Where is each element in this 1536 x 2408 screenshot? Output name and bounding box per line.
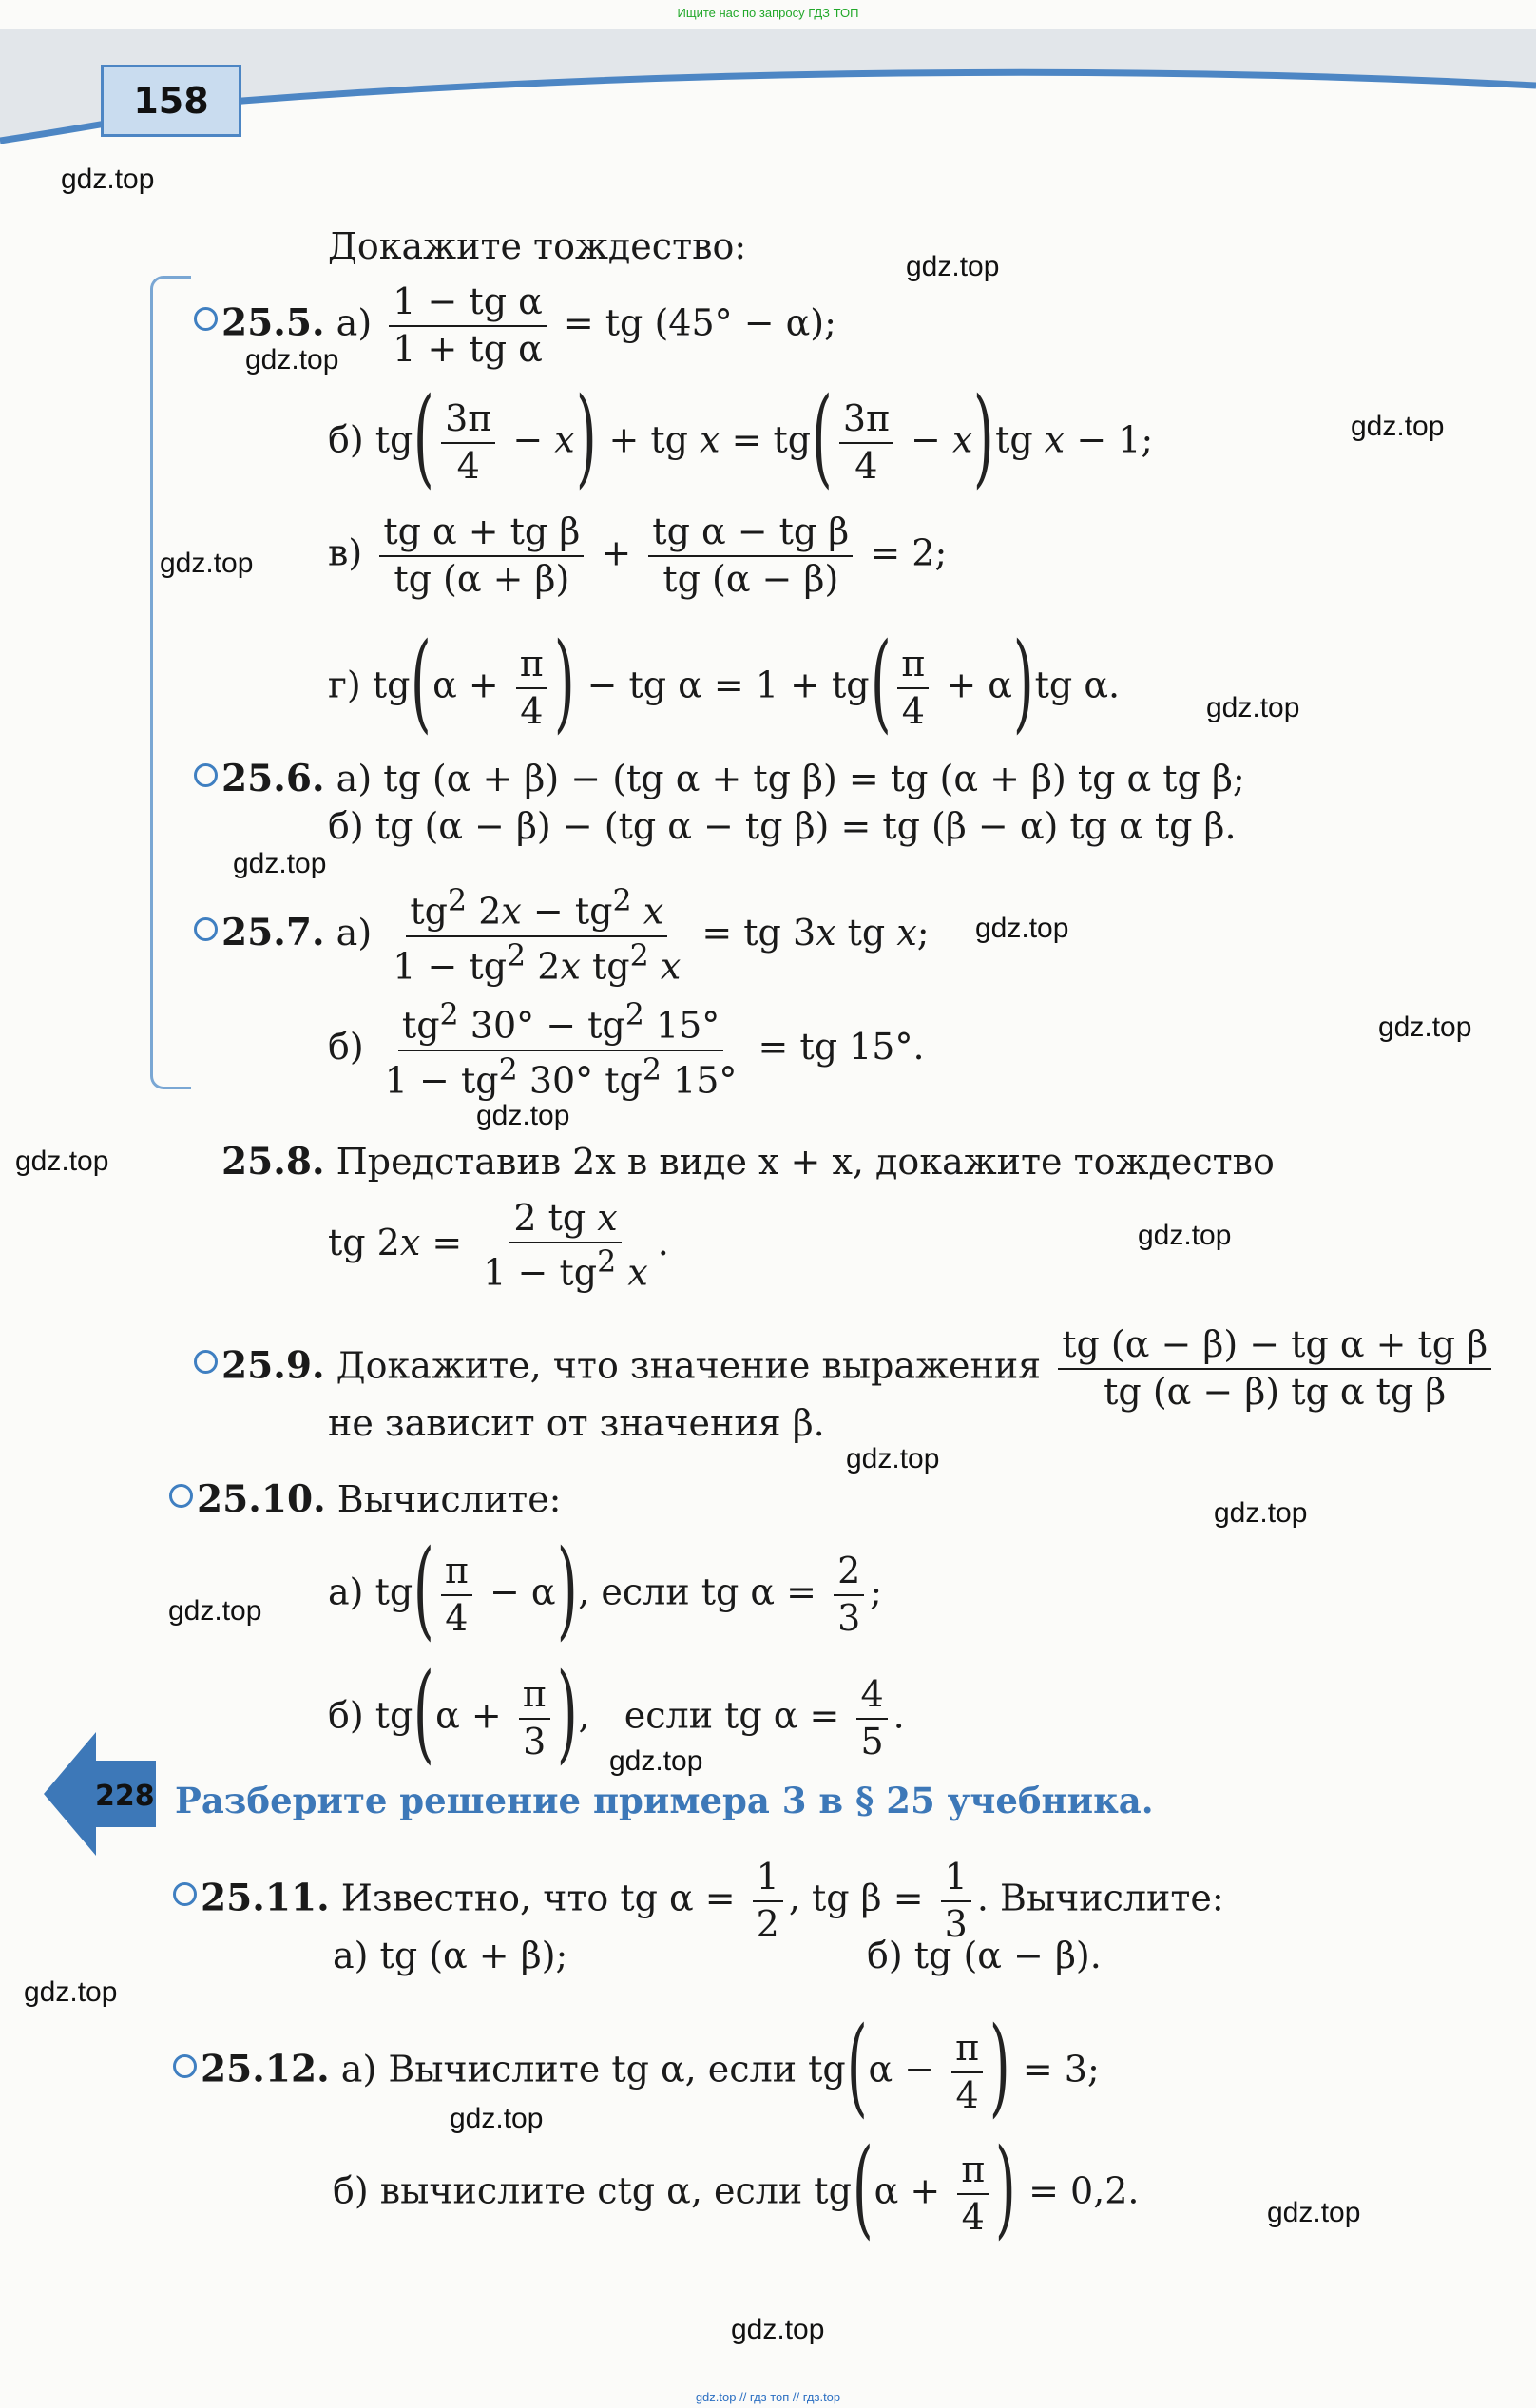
problem-25-11-a: а) tg (α + β); [333,1935,568,1976]
circle-marker-icon [194,763,218,787]
problem-25-8 [221,1140,1275,1184]
label: б) [328,1694,364,1737]
reference-heading: Разберите решение примера 3 в § 25 учебника. [175,1780,1154,1821]
problem-25-12-b: б) вычислите ctg α, если tg(α + $\frac{\pi}{4}$ ) = 0,2. [333,2127,1140,2250]
identity-text: tg (α + β) − (tg α + tg β) = tg (α + β) tg α tg β; [383,758,1245,799]
label: б) [328,418,364,461]
reference-badge: 228 [95,1780,155,1813]
problem-25-5-v: в) $\frac{\text{tg α + tg β}}{tg (\alpha + \beta)}$ + $\frac{\text{tg α − tg β}}{tg (\alpha - \beta)}$ = 2; [328,510,948,600]
problem-25-6-b [328,805,1237,847]
watermark: gdz.top [24,1976,118,2008]
identity-text: tg (α − β) − (tg α − tg β) = tg (β − α) tg α tg β. [374,805,1237,847]
problem-number: 25.8. [221,1140,325,1184]
problem-number: 25.12. [201,2047,330,2091]
label: а) [336,912,373,954]
watermark: gdz.top [160,548,254,579]
problem-25-7-b: б) $\frac{tg^2 30^\circ - tg^2 15^\circ}{1 - tg^2 30^\circ tg^2 15^\circ}$ = tg 15°. [328,998,925,1102]
intro-heading: Докажите тождество: [328,225,747,267]
problem-25-11-b: б) tg (α − β). [867,1935,1102,1976]
watermark: gdz.top [1378,1011,1472,1043]
problem-25-9-text2: не зависит от значения β. [328,1402,825,1444]
label: б) [328,1026,364,1069]
problem-text: Докажите, что значение выражения [336,1344,1042,1387]
watermark: gdz.top [450,2103,544,2134]
problem-25-10-a: а) tg( $\frac{\pi}{4}$ − α), если tg α = $\frac{2}{3}$ ; [328,1528,883,1651]
circle-marker-icon [194,1350,218,1374]
problem-text: Известно, что [340,1877,609,1919]
calc-word: Вычислите: [1000,1877,1224,1919]
problem-text: Представив 2x в виде x + x, докажите тождество [336,1141,1275,1183]
label: а) [328,1570,364,1613]
circle-marker-icon [173,1882,197,1906]
label: а) [336,758,373,799]
problem-number: 25.6. [221,757,325,800]
problem-25-7-a: 25.7. а) $\frac{tg^2 2x - tg^2 x}{1 - tg^2 2x tg^2 x}$ = tg 3x tg x; [194,886,930,986]
watermark: gdz.top [731,2314,825,2345]
watermark: gdz.top [61,164,155,195]
problem-25-5-g: г) tg(α + $\frac{\pi}{4}$ ) − tg α = 1 + tg( $\frac{\pi}{4}$ + α)tg α. [328,621,1121,744]
watermark: gdz.top [975,913,1069,944]
problem-number: 25.7. [221,911,325,955]
problem-25-10 [169,1477,562,1521]
problem-25-11: 25.11. Известно, что tg α = $\frac{1}{2}$ , tg β = $\frac{1}{3}$ . Вычислите: [173,1859,1224,1944]
label: а) [336,301,373,344]
problem-text: а) Вычислите tg α, если tg [340,2048,846,2090]
problem-25-8-formula: tg 2x = $\frac{\text{2 tg x}}{1 - tg^2 x}$ . [328,1197,669,1294]
problem-number: 25.5. [221,300,325,345]
watermark: gdz.top [168,1595,262,1627]
watermark: gdz.top [476,1100,570,1131]
watermark: gdz.top [1206,692,1300,723]
if-word: если [624,1694,714,1737]
problem-number: 25.10. [197,1477,326,1521]
problem-25-10-b: б) tg(α + $\frac{\pi}{3}$ ), если tg α = $\frac{4}{5}$ . [328,1651,905,1775]
problem-group-bracket [150,276,191,1089]
footer-note: gdz.top // гдз топ // гдз.top [695,2390,841,2404]
problem-number: 25.9. [221,1343,325,1388]
watermark: gdz.top [846,1443,940,1474]
watermark: gdz.top [15,1146,109,1177]
label: г) [328,664,361,706]
watermark: gdz.top [1214,1497,1308,1529]
watermark: gdz.top [1138,1220,1232,1251]
page-number: 158 [101,65,241,137]
watermark: gdz.top [609,1745,703,1777]
watermark: gdz.top [906,251,1000,282]
problem-25-6-a [194,757,1245,800]
if-word: если [601,1570,690,1613]
circle-marker-icon [194,917,218,941]
watermark: gdz.top [233,848,327,879]
circle-marker-icon [169,1484,193,1508]
circle-marker-icon [173,2054,197,2078]
top-note: Ищите нас по запросу ГДЗ ТОП [677,6,859,20]
label: в) [328,531,363,574]
value: = 0,2. [1028,2169,1140,2212]
problem-25-5-a: 25.5. а) $\frac{\text{1 − tg α}}{\text{1 + tg α}}$ = tg (45° − α); [194,283,836,369]
problem-25-5-b: б) tg( $\frac{3\pi}{4}$ − x) + tg x = tg( $\frac{3\pi}{4}$ − x)tg x − 1; [328,376,1154,499]
problem-text: Вычислите: [336,1478,562,1520]
watermark: gdz.top [245,344,339,376]
circle-marker-icon [194,307,218,331]
value: = 3; [1022,2048,1100,2090]
problem-25-9: 25.9. Докажите, что значение выражения $\frac{\text{tg (α − β) − tg α + tg β}}{\text{tg (α − β) tg α tg β}}$ [194,1326,1497,1412]
problem-number: 25.11. [201,1876,330,1920]
watermark: gdz.top [1267,2197,1361,2228]
problem-text: б) вычислите ctg α, если tg [333,2169,852,2212]
watermark: gdz.top [1351,411,1445,442]
label: б) [328,805,364,847]
problem-25-12-a: 25.12. а) Вычислите tg α, если tg(α − $\frac{\pi}{4}$ ) = 3; [173,2019,1100,2126]
